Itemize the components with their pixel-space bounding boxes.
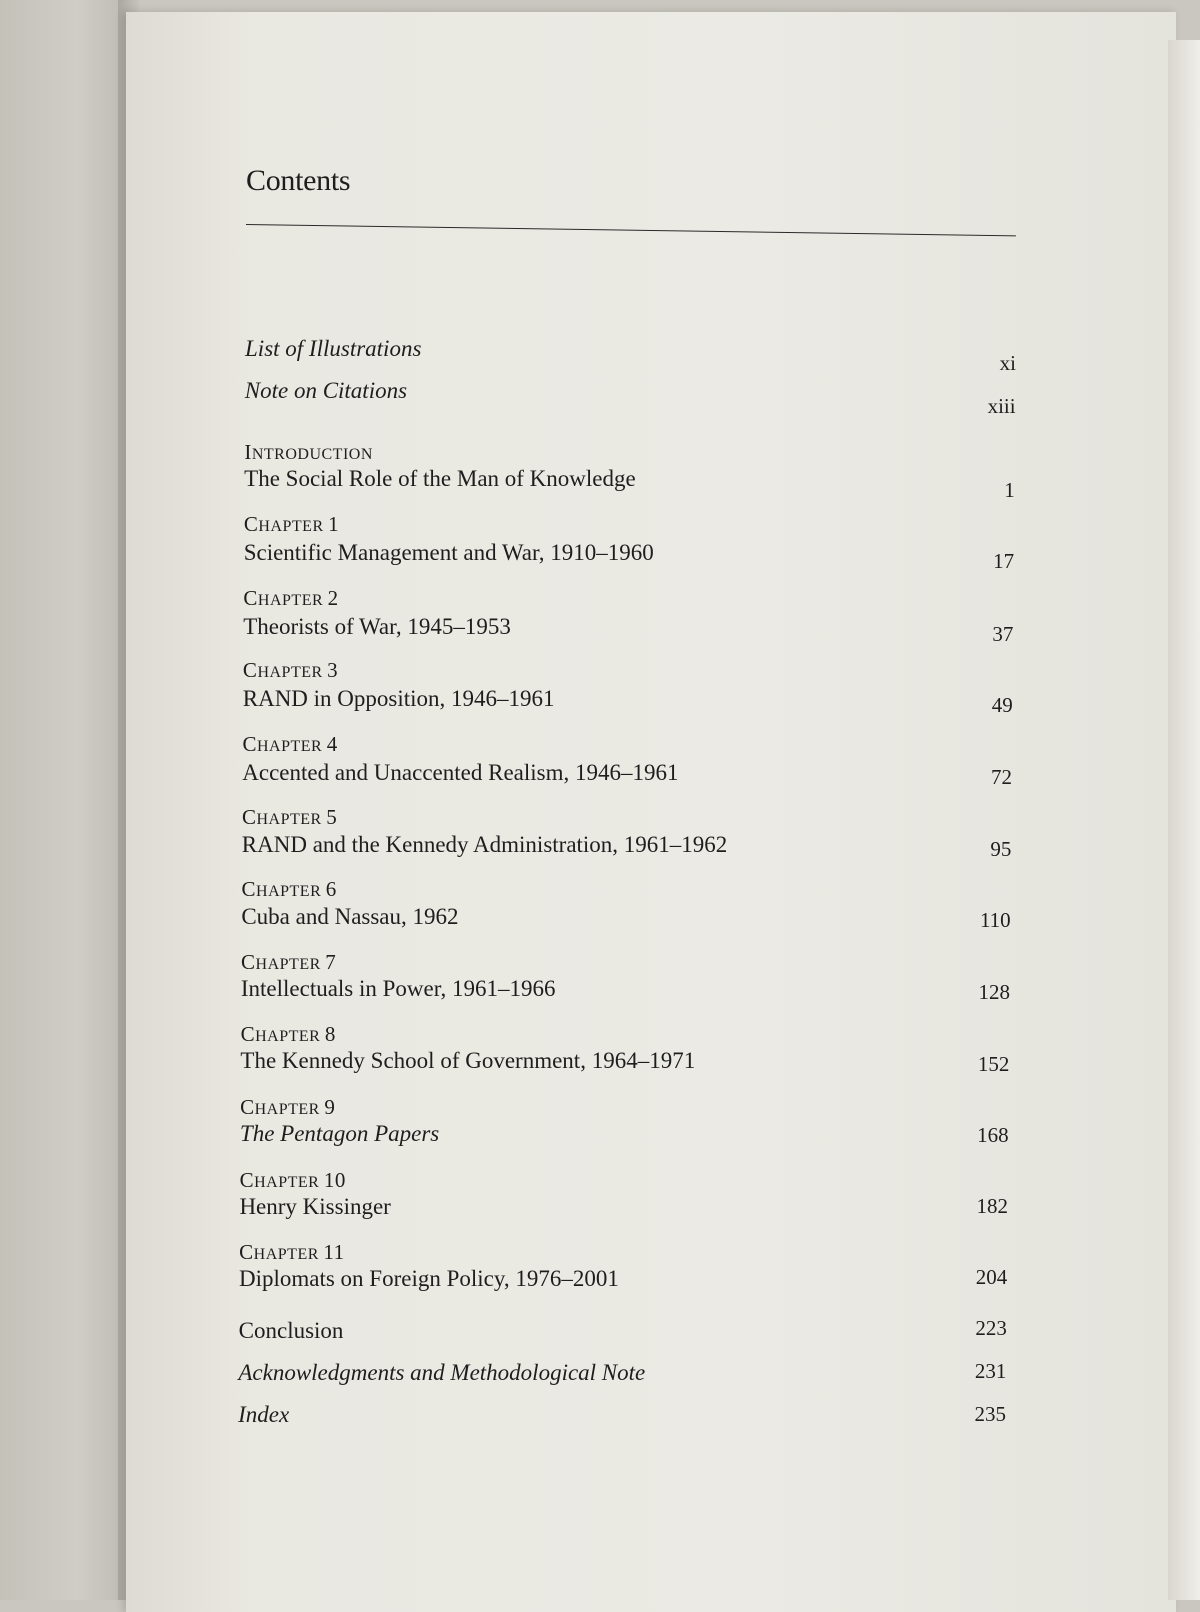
entry-title: The Pentagon Papers xyxy=(239,1121,440,1146)
chapter-label: CHAPTER 3 xyxy=(242,658,339,682)
page-number: 223 xyxy=(975,1316,1007,1340)
page-number: 95 xyxy=(990,837,1012,861)
entry-title: Diplomats on Foreign Policy, 1976–2001 xyxy=(238,1266,619,1291)
entry-title: Accented and Unaccented Realism, 1946–1961 xyxy=(242,760,679,785)
entry-title: The Kennedy School of Government, 1964–1971 xyxy=(240,1048,696,1073)
entry-title: Intellectuals in Power, 1961–1966 xyxy=(240,976,556,1001)
page-number: 72 xyxy=(991,765,1013,789)
chapter-label: CHAPTER 5 xyxy=(241,805,338,829)
entry-title: RAND and the Kennedy Administration, 1961–1962 xyxy=(241,832,728,857)
page-number: 152 xyxy=(977,1052,1010,1076)
chapter-label: CHAPTER 8 xyxy=(240,1022,336,1046)
entry-title: Henry Kissinger xyxy=(239,1194,391,1219)
entry-title: Note on Citations xyxy=(244,378,408,403)
entry-title: Theorists of War, 1945–1953 xyxy=(243,614,511,639)
entry-title: Acknowledgments and Methodological Note xyxy=(238,1360,646,1385)
page-number: 110 xyxy=(979,908,1011,932)
page-number: 1 xyxy=(1004,478,1015,502)
entry-title: Cuba and Nassau, 1962 xyxy=(241,904,459,929)
page-number: xiii xyxy=(987,394,1016,418)
page-number: 49 xyxy=(991,693,1013,717)
page-number: 182 xyxy=(976,1194,1008,1218)
entry-title: Index xyxy=(238,1402,290,1427)
chapter-label: CHAPTER 9 xyxy=(240,1095,336,1119)
page-number: xi xyxy=(999,351,1016,375)
page-number: 168 xyxy=(977,1123,1009,1147)
page-title: Contents xyxy=(246,164,351,197)
page-number: 231 xyxy=(974,1359,1007,1383)
page-number: 128 xyxy=(978,980,1010,1004)
entry-title: The Social Role of the Man of Knowledge xyxy=(244,466,636,491)
chapter-label: CHAPTER 6 xyxy=(241,877,337,901)
page-number: 17 xyxy=(993,549,1015,573)
entry-title: Scientific Management and War, 1910–1960 xyxy=(243,540,654,565)
page-number: 235 xyxy=(974,1402,1006,1426)
entry-title: RAND in Opposition, 1946–1961 xyxy=(242,686,555,711)
page-number: 204 xyxy=(975,1265,1008,1289)
entry-title: List of Illustrations xyxy=(245,336,422,361)
entry-title: Conclusion xyxy=(238,1318,344,1343)
chapter-label: CHAPTER 11 xyxy=(239,1240,345,1264)
chapter-label: CHAPTER 4 xyxy=(242,732,338,756)
chapter-label: INTRODUCTION xyxy=(244,440,373,464)
chapter-label: CHAPTER 7 xyxy=(241,950,337,974)
chapter-label: CHAPTER 1 xyxy=(243,512,340,536)
chapter-label: CHAPTER 2 xyxy=(243,586,339,610)
title-rule xyxy=(246,224,1016,236)
chapter-label: CHAPTER 10 xyxy=(239,1168,346,1192)
page-number: 37 xyxy=(992,622,1014,646)
